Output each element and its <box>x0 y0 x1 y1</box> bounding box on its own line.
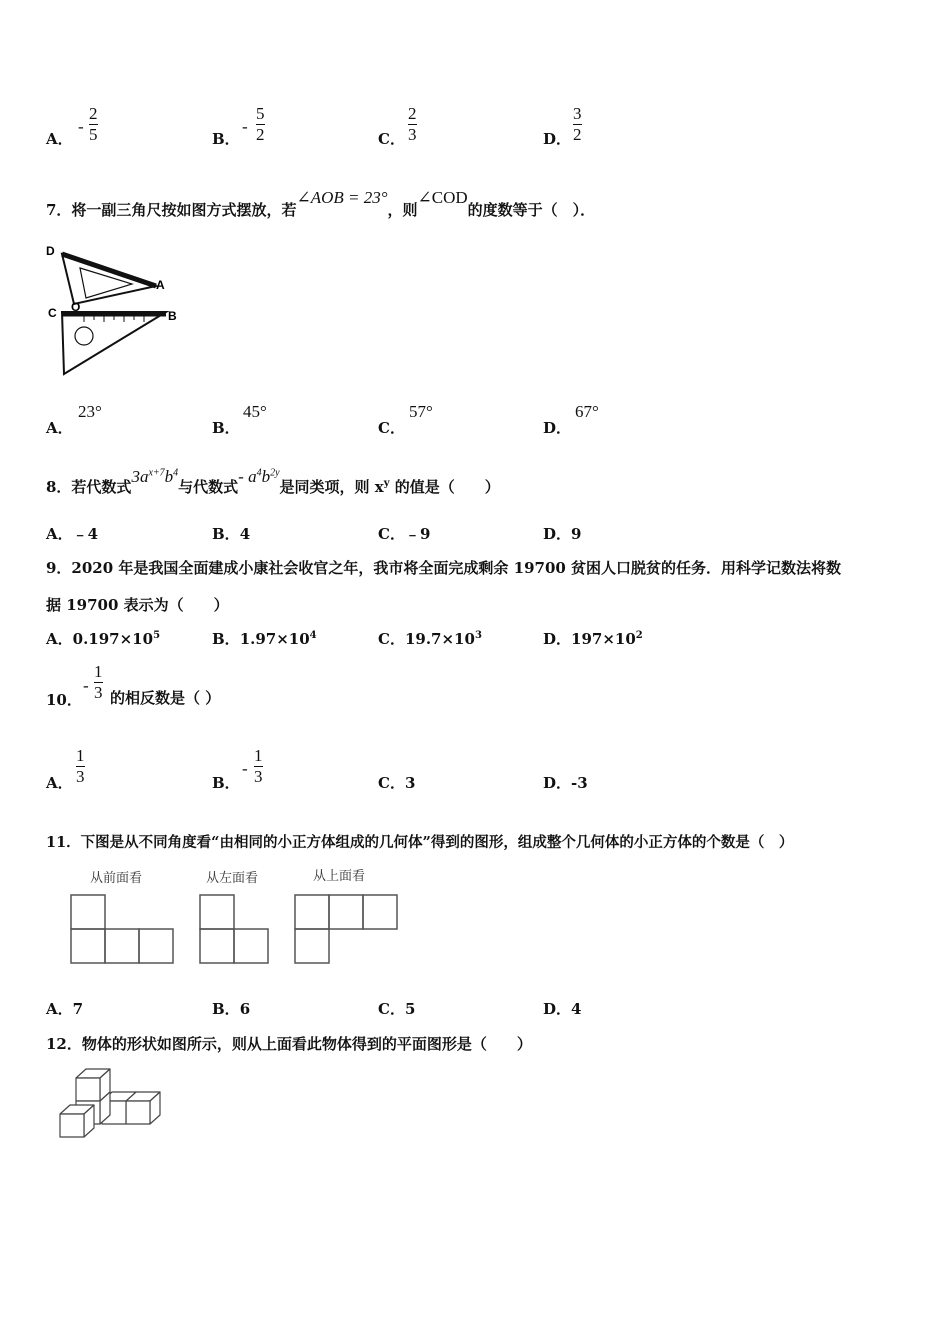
q6-option-b-sign: - <box>242 117 248 136</box>
q7-angle-aob: ∠AOB = 23° <box>296 188 388 207</box>
q8-option-a[interactable]: A．﹣4 <box>46 525 99 543</box>
q7-stem <box>46 188 596 220</box>
q6-option-b-letter[interactable]: B． <box>212 130 240 148</box>
front-view <box>71 895 173 963</box>
label-o: O <box>71 300 81 314</box>
label-d: D <box>46 244 55 258</box>
q10-option-b-letter[interactable]: B． <box>212 774 240 792</box>
q9-option-a[interactable]: A．$0.197\times 10^5$ <box>46 630 161 648</box>
q10-option-c[interactable]: C．3 <box>378 774 416 792</box>
q10-option-a-letter[interactable]: A． <box>46 774 73 792</box>
q7-angle-cod: ∠COD <box>417 188 468 207</box>
q10-option-d[interactable]: D．-3 <box>543 774 588 792</box>
q7-stem-b: ，则 <box>387 201 418 219</box>
q7-option-d-value: 67° <box>575 402 599 421</box>
q11-option-c[interactable]: C．5 <box>378 1000 416 1018</box>
q6-option-c-fraction: 2 3 <box>408 104 417 144</box>
q9-option-d[interactable]: D．$197\times 10^2$ <box>543 630 643 648</box>
q7-option-d-letter[interactable]: D． <box>543 419 572 437</box>
q7-option-a-value: 23° <box>78 402 102 421</box>
q7-option-a-letter[interactable]: A． <box>46 419 73 437</box>
q11-option-d[interactable]: D．4 <box>543 1000 582 1018</box>
left-view <box>200 895 268 963</box>
q10-stem: 的相反数是（ ） <box>110 689 221 707</box>
q11-option-b[interactable]: B．6 <box>212 1000 251 1018</box>
label-c: C <box>48 306 57 320</box>
q6-option-a-sign: - <box>78 117 84 136</box>
q7-stem-c: 的度数等于（ ）． <box>467 201 596 219</box>
q8-stem-c: 是同类项，则 $x^y$ 的值是（ ） <box>279 478 500 496</box>
q10-option-a-fraction: 1 3 <box>76 746 85 786</box>
q8-option-b[interactable]: B．4 <box>212 525 251 543</box>
q7-triangle-figure <box>44 240 184 380</box>
q6-option-d-letter[interactable]: D． <box>543 130 572 148</box>
q11-view-left-caption: 从左面看 <box>206 871 259 886</box>
q11-view-front-caption: 从前面看 <box>90 871 143 886</box>
q8-option-c[interactable]: C．﹣9 <box>378 525 431 543</box>
q8-option-d[interactable]: D．9 <box>543 525 582 543</box>
q12-cube-figure <box>56 1066 166 1142</box>
q10-option-b-sign: - <box>242 759 248 778</box>
q10-number: 10． <box>46 691 82 709</box>
label-a: A <box>156 278 165 292</box>
q8-stem <box>46 467 500 497</box>
q10-fraction: 1 3 <box>94 662 103 702</box>
q11-stem: 11．下图是从不同角度看“由相同的小正方体组成的几何体”得到的图形，组成整个几何体的小正方体的个数是（ ） <box>46 834 794 851</box>
q6-option-a-fraction: 2 5 <box>89 104 98 144</box>
q9-stem-line1: 9．2020 年是我国全面建成小康社会收官之年，我市将全面完成剩余 19700 贫困人口脱贫的任务．用科学记数法将数 <box>46 559 842 577</box>
q9-stem-line2: 据 19700 表示为（ ） <box>46 596 229 614</box>
q7-option-b-value: 45° <box>243 402 267 421</box>
q8-stem-b: 与代数式 <box>178 478 239 496</box>
q12-stem: 12．物体的形状如图所示，则从上面看此物体得到的平面图形是（ ） <box>46 1035 532 1053</box>
q10-option-b-fraction: 1 3 <box>254 746 263 786</box>
q6-option-d-fraction: 3 2 <box>573 104 582 144</box>
top-view <box>295 895 397 963</box>
q6-option-a-letter[interactable]: A． <box>46 130 73 148</box>
q9-option-c[interactable]: C．$19.7\times 10^3$ <box>378 630 482 648</box>
q11-view-top-caption: 从上面看 <box>313 869 366 884</box>
q7-option-b-letter[interactable]: B． <box>212 419 240 437</box>
q8-expr1: $3a^{x+7}b^4$ <box>131 467 179 486</box>
q9-option-b[interactable]: B．$1.97\times 10^4$ <box>212 630 317 648</box>
q8-expr2: - $a^4b^{2y}$ <box>238 467 280 486</box>
q7-stem-a: 7．将一副三角尺按如图方式摆放，若 <box>46 201 297 219</box>
q6-option-b-fraction: 5 2 <box>256 104 265 144</box>
q7-option-c-letter[interactable]: C． <box>378 419 405 437</box>
q6-option-c-letter[interactable]: C． <box>378 130 405 148</box>
q7-option-c-value: 57° <box>409 402 433 421</box>
label-b: B <box>168 309 177 323</box>
q10-sign: - <box>83 676 89 695</box>
q11-option-a[interactable]: A．7 <box>46 1000 84 1018</box>
q8-stem-a: 8．若代数式 <box>46 478 132 496</box>
cube-front <box>60 1105 94 1137</box>
q11-views-figure <box>68 893 408 967</box>
